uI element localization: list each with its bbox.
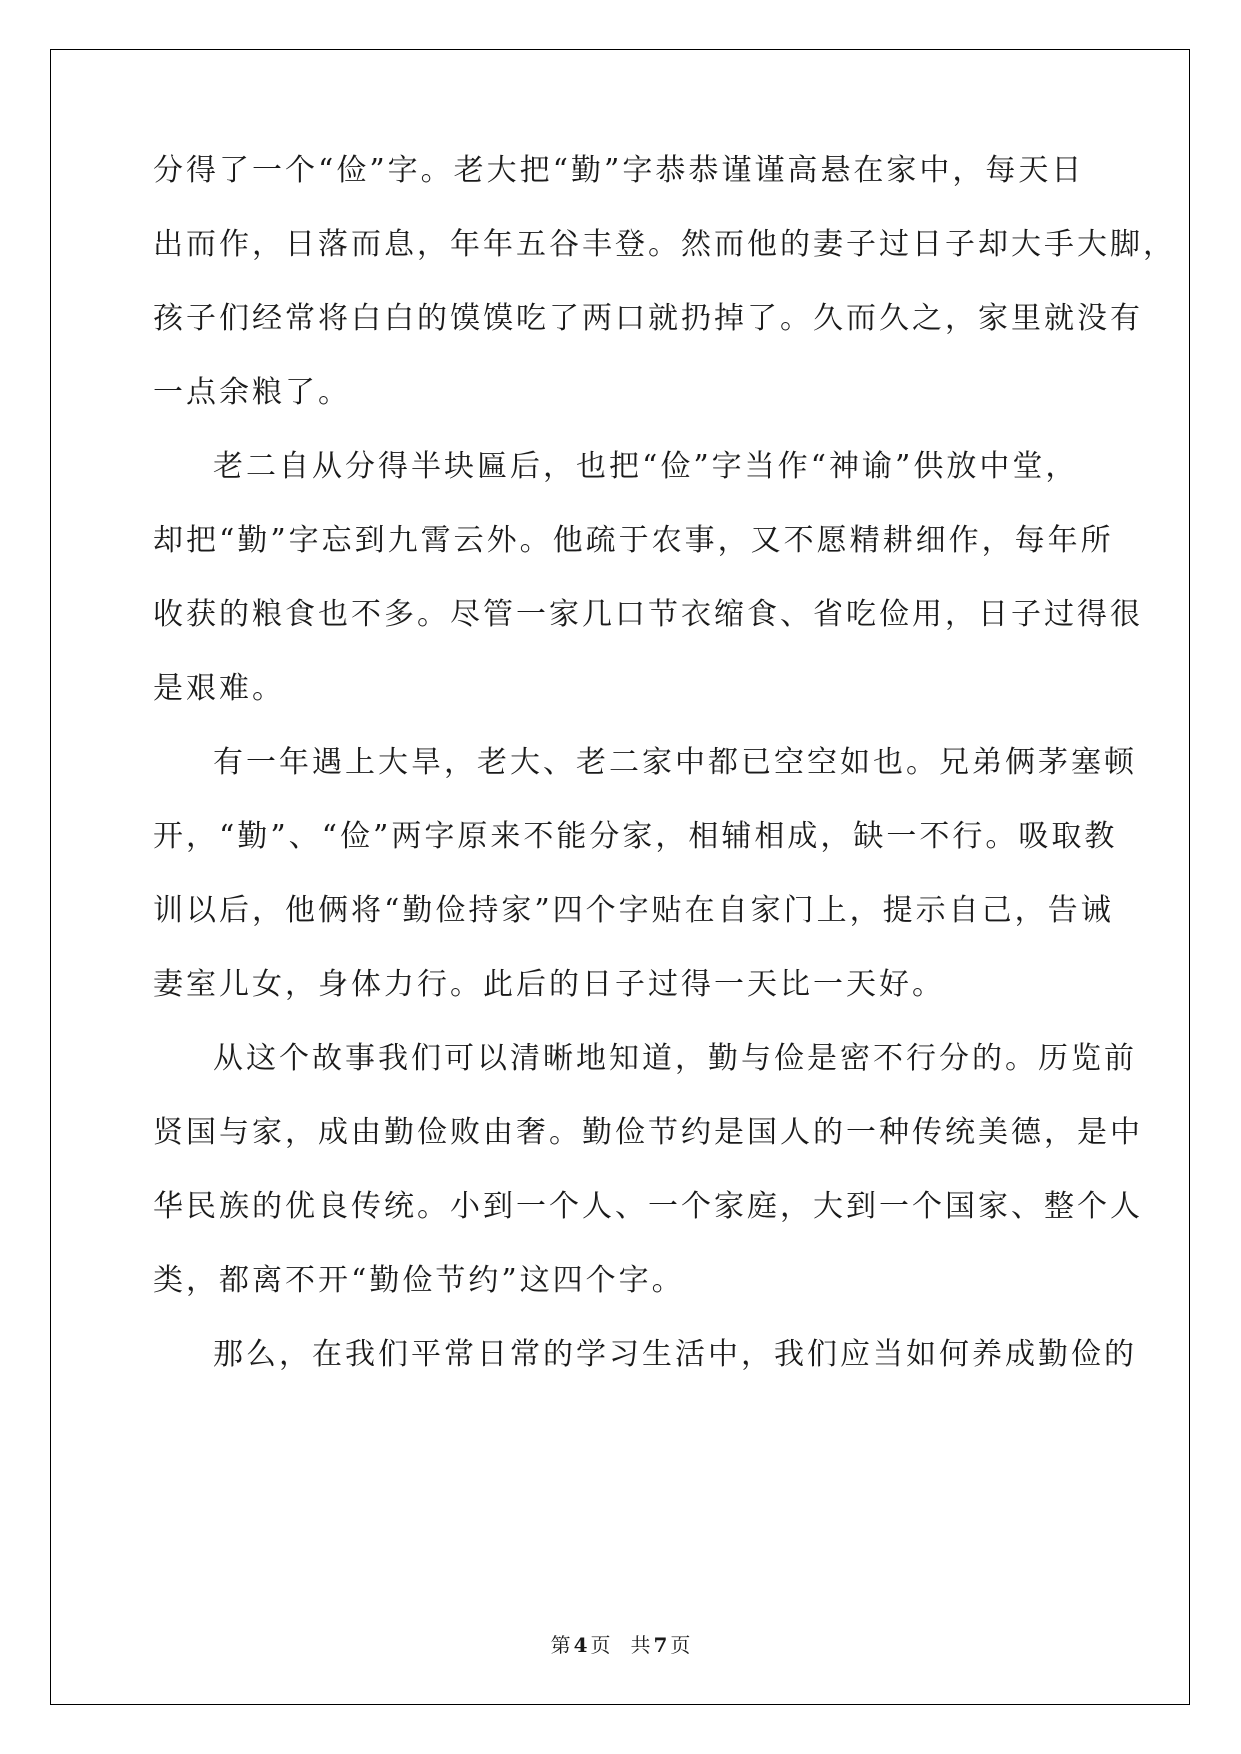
footer-total-suffix: 页 (670, 1633, 691, 1657)
text-line: 老二自从分得半块匾后，也把“俭”字当作“神谕”供放中堂， (213, 449, 1079, 484)
text-line: 是艰难。 (153, 671, 285, 706)
text-line: 妻室儿女，身体力行。此后的日子过得一天比一天好。 (153, 967, 945, 1002)
text-line: 有一年遇上大旱，老大、老二家中都已空空如也。兄弟俩茅塞顿 (213, 745, 1137, 780)
footer-total-prefix: 共 (630, 1633, 651, 1657)
text-line: 那么，在我们平常日常的学习生活中，我们应当如何养成勤俭的 (213, 1337, 1137, 1372)
text-line: 收获的粮食也不多。尽管一家几口节衣缩食、省吃俭用，日子过得很 (153, 597, 1143, 632)
text-line: 孩子们经常将白白的馍馍吃了两口就扔掉了。久而久之，家里就没有 (153, 301, 1143, 336)
text-line: 华民族的优良传统。小到一个人、一个家庭，大到一个国家、整个人 (153, 1189, 1143, 1224)
text-line: 分得了一个“俭”字。老大把“勤”字恭恭谨谨高悬在家中，每天日 (153, 153, 1085, 188)
footer-page-suffix: 页 (590, 1633, 611, 1657)
current-page-number: 4 (573, 1633, 588, 1657)
text-line: 出而作，日落而息，年年五谷丰登。然而他的妻子过日子却大手大脚， (153, 227, 1176, 262)
text-line: 从这个故事我们可以清晰地知道，勤与俭是密不行分的。历览前 (213, 1041, 1137, 1076)
text-line: 却把“勤”字忘到九霄云外。他疏于农事，又不愿精耕细作，每年所 (153, 523, 1114, 558)
text-line: 开，“勤”、“俭”两字原来不能分家，相辅相成，缺一不行。吸取教 (153, 819, 1118, 854)
footer-prefix: 第 (550, 1633, 571, 1657)
page-footer (0, 1632, 1241, 1658)
page-border (50, 49, 1190, 1705)
total-page-number: 7 (653, 1633, 668, 1657)
text-line: 训以后，他俩将“勤俭持家”四个字贴在自家门上，提示自己，告诫 (153, 893, 1114, 928)
text-line: 一点余粮了。 (153, 375, 351, 410)
text-line: 贤国与家，成由勤俭败由奢。勤俭节约是国人的一种传统美德，是中 (153, 1115, 1143, 1150)
text-line: 类，都离不开“勤俭节约”这四个字。 (153, 1263, 685, 1298)
